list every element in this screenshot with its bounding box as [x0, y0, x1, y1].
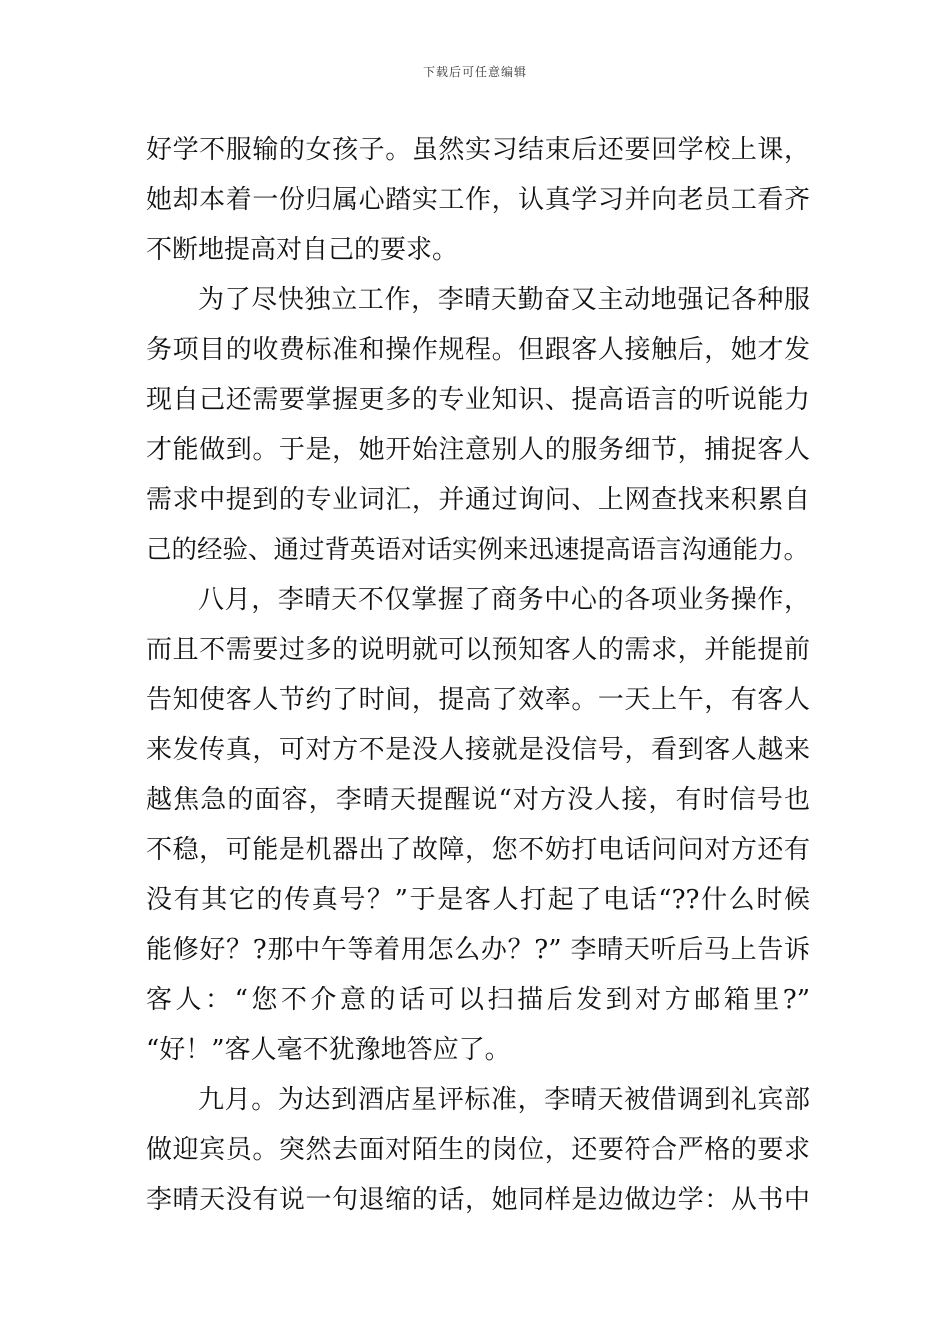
text-line: 来发传真，可对方不是没人接就是没信号，看到客人越来: [146, 735, 810, 765]
text-line: “好！”客人毫不犹豫地答应了。: [146, 1035, 511, 1065]
text-line: 告知使客人节约了时间，提高了效率。一天上午，有客人: [146, 685, 810, 715]
text-line: 才能做到。于是，她开始注意别人的服务细节，捕捉客人: [146, 435, 810, 465]
text-line: 做迎宾员。突然去面对陌生的岗位，还要符合严格的要求: [146, 1135, 810, 1165]
text-line: 她却本着一份归属心踏实工作，认真学习并向老员工看齐: [146, 185, 810, 215]
text-line: 需求中提到的专业词汇，并通过询问、上网查找来积累自: [146, 485, 810, 515]
text-line: 八月，李晴天不仅掌握了商务中心的各项业务操作，: [198, 585, 810, 615]
paragraph-3: [146, 575, 810, 1075]
text-line: 而且不需要过多的说明就可以预知客人的需求，并能提前: [146, 635, 810, 665]
text-line: 为了尽快独立工作，李晴天勤奋又主动地强记各种服: [198, 285, 810, 315]
text-line: 越焦急的面容，李晴天提醒说“对方没人接，有时信号也: [146, 785, 810, 815]
text-line: 能修好？?那中午等着用怎么办？?” 李晴天听后马上告诉: [146, 935, 810, 965]
text-line: 没有其它的传真号？”于是客人打起了电话“??什么时候: [146, 885, 810, 915]
text-line: 己的经验、通过背英语对话实例来迅速提高语言沟通能力。: [146, 535, 810, 565]
paragraph-2: [146, 275, 810, 575]
document-body: [146, 125, 810, 1225]
text-line: 不断地提高对自己的要求。: [146, 235, 459, 265]
text-line: 好学不服输的女孩子。虽然实习结束后还要回学校上课，: [146, 135, 810, 165]
paragraph-1: [146, 125, 810, 275]
text-line: 李晴天没有说一句退缩的话，她同样是边做边学：从书中: [146, 1185, 810, 1215]
paragraph-4: [146, 1075, 810, 1225]
text-line: 九月。为达到酒店星评标准，李晴天被借调到礼宾部: [198, 1085, 810, 1115]
page-header: 下载后可任意编辑: [422, 65, 527, 79]
text-line: 务项目的收费标准和操作规程。但跟客人接触后，她才发: [146, 335, 810, 365]
text-line: 不稳，可能是机器出了故障，您不妨打电话问问对方还有: [146, 835, 810, 865]
text-line: 现自己还需要掌握更多的专业知识、提高语言的听说能力: [146, 385, 810, 415]
text-line: 客人：“您不介意的话可以扫描后发到对方邮箱里?”: [146, 985, 810, 1015]
